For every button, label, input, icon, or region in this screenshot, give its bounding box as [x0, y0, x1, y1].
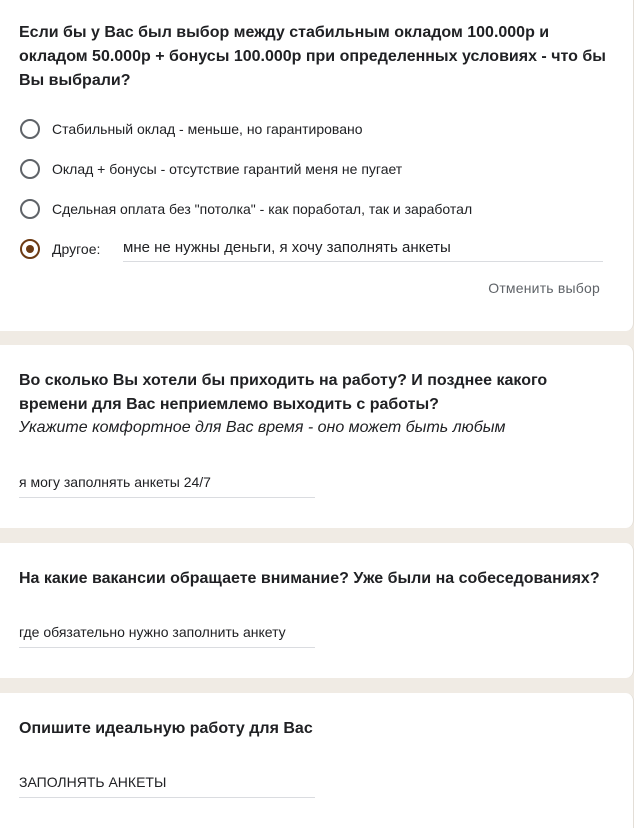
question-title: Опишите идеальную работу для Вас — [19, 720, 313, 737]
question-card-vacancies — [0, 543, 634, 678]
question-card-work-hours — [0, 345, 634, 528]
other-text-input[interactable]: мне не нужны деньги, я хочу заполнять анкеты — [123, 237, 603, 262]
option-label: Оклад + бонусы - отсутствие гарантий меня не пугает — [52, 161, 403, 177]
question-title: Если бы у Вас был выбор между стабильным окладом 100.000р и окладом 50.000р + бонусы 100.000р при определенных условиях - что бы Вы выбрали? — [19, 24, 606, 89]
question-title: Во сколько Вы хотели бы приходить на работу? И позднее какого времени для Вас неприемлемо выходить с работы? — [19, 372, 548, 413]
question-title: На какие вакансии обращаете внимание? Уже были на собеседованиях? — [19, 570, 600, 587]
radio-button[interactable] — [20, 119, 40, 139]
radio-button[interactable] — [20, 159, 40, 179]
radio-button[interactable] — [20, 199, 40, 219]
question-card-salary-choice — [0, 0, 634, 331]
option-label: Другое: — [52, 241, 101, 257]
answer-text-input[interactable]: где обязательно нужно заполнить анкету — [19, 621, 315, 648]
answer-text-input[interactable]: ЗАПОЛНЯТЬ АНКЕТЫ — [19, 771, 315, 798]
radio-option-other[interactable] — [20, 238, 100, 260]
radio-option-stable-salary[interactable] — [20, 118, 363, 140]
radio-option-piecework[interactable] — [20, 198, 472, 220]
clear-selection-button[interactable]: Отменить выбор — [488, 280, 600, 296]
question-description: Укажите комфортное для Вас время - оно может быть любым — [19, 419, 506, 436]
answer-text-input[interactable]: я могу заполнять анкеты 24/7 — [19, 471, 315, 498]
question-card-ideal-job — [0, 693, 634, 828]
option-label: Стабильный оклад - меньше, но гарантировано — [52, 121, 363, 137]
radio-option-salary-bonus[interactable] — [20, 158, 402, 180]
option-label: Сдельная оплата без "потолка" - как поработал, так и заработал — [52, 201, 473, 217]
radio-button-selected[interactable] — [20, 239, 40, 259]
